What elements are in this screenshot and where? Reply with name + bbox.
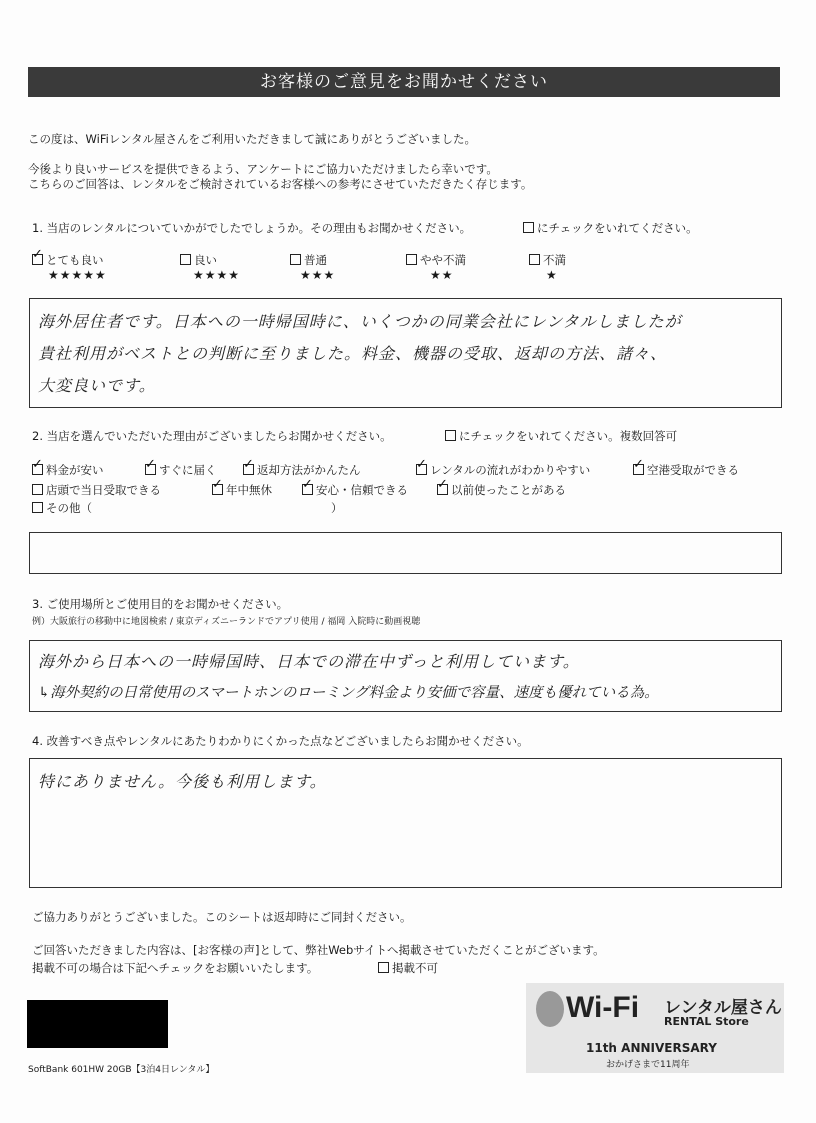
q2-option-used-before[interactable]: ✓ 以前使ったことがある (437, 482, 566, 498)
checkbox-icon[interactable] (406, 254, 417, 265)
q1-instruction: にチェックをいれてください。 (523, 220, 698, 236)
q1-stars-1: ★ (546, 268, 558, 282)
checkbox-checked-icon[interactable] (145, 464, 156, 475)
logo-name-jp: レンタル屋さん (664, 998, 782, 1018)
redacted-block (27, 1000, 168, 1048)
q3-answer-line-2: ↳海外契約の日常使用のスマートホンのローミング料金より安価で容量、速度も優れている為。 (38, 685, 659, 701)
q2-option-cheap[interactable]: ✓料金が安い (32, 462, 104, 478)
q1-answer-box[interactable] (29, 298, 782, 408)
q2-instruction: にチェックをいれてください。複数回答可 (445, 428, 677, 444)
q1-answer-line-2: 貴社利用がベストとの判断に至りました。料金、機器の受取、返却の方法、諸々、 (38, 344, 668, 363)
logo-thanks: おかげさまで11周年 (606, 1060, 690, 1070)
q1-option-normal[interactable]: 普通 (290, 252, 327, 268)
mascot-icon (536, 991, 564, 1027)
q1-stars-5: ★★★★★ (48, 268, 107, 282)
checkbox-icon[interactable] (290, 254, 301, 265)
device-info: SoftBank 601HW 20GB【3泊4日レンタル】 (28, 1065, 215, 1075)
q2-option-easy-return[interactable]: ✓ 返却方法がかんたん (243, 462, 361, 478)
checkbox-checked-icon[interactable] (416, 464, 427, 475)
q2-option-same-day-store[interactable]: 店頭で当日受取できる (32, 482, 161, 498)
logo-name-en: RENTAL Store (664, 1015, 749, 1028)
q2-option-open-all-year[interactable]: ✓ 年中無休 (212, 482, 272, 498)
q3-question: 3. ご使用場所とご使用目的をお聞かせください。 (32, 597, 289, 611)
checkbox-icon[interactable] (32, 502, 43, 513)
checkbox-icon[interactable] (529, 254, 540, 265)
q1-stars-4: ★★★★ (193, 268, 241, 282)
q1-option-good[interactable]: 良い (180, 252, 217, 268)
q2-option-fast-delivery[interactable]: ✓ すぐに届く (145, 462, 217, 478)
checkbox-checked-icon[interactable] (32, 464, 43, 475)
q3-answer-box[interactable] (29, 640, 782, 712)
q2-question: 2. 当店を選んでいただいた理由がございましたらお聞かせください。 (32, 429, 392, 443)
checkbox-icon[interactable] (180, 254, 191, 265)
q1-answer-line-1: 海外居住者です。日本への一時帰国時に、いくつかの同業会社にレンタルしましたが (38, 312, 682, 331)
logo-wifi: Wi-Fi (566, 991, 640, 1024)
checkbox-checked-icon[interactable] (633, 464, 644, 475)
q4-answer-line-1: 特にありません。今後も利用します。 (38, 772, 327, 791)
checkbox-checked-icon[interactable] (243, 464, 254, 475)
q1-option-slightly-dissatisfied[interactable]: やや不満 (406, 252, 466, 268)
footer-notice-2: 掲載不可の場合は下記へチェックをお願いいたします。 (32, 961, 319, 975)
q2-option-other[interactable]: その他（ (32, 500, 92, 516)
q2-option-clear-flow[interactable]: ✓ レンタルの流れがわかりやすい (416, 462, 590, 478)
checkbox-icon[interactable] (32, 484, 43, 495)
footer-thanks: ご協力ありがとうございました。このシートは返却時にご同封ください。 (32, 910, 412, 924)
q2-other-close: ） (331, 501, 343, 515)
intro-line-1: この度は、WiFiレンタル屋さんをご利用いただきまして誠にありがとうございました。 (28, 132, 477, 146)
company-logo (526, 983, 784, 1073)
page-title: お客様のご意見をお聞かせください (28, 67, 780, 97)
q3-answer-line-1: 海外から日本への一時帰国時、日本での滞在中ずっと利用しています。 (38, 652, 580, 671)
checkbox-checked-icon[interactable] (212, 484, 223, 495)
q1-stars-3: ★★★ (300, 268, 336, 282)
intro-line-2: 今後より良いサービスを提供できるよう、アンケートにご協力いただけましたら幸いです。 (28, 162, 498, 176)
q2-option-trustworthy[interactable]: ✓ 安心・信頼できる (302, 482, 408, 498)
checkbox-checked-icon[interactable] (437, 484, 448, 495)
q1-answer-line-3: 大変良いです。 (38, 376, 156, 395)
checkbox-checked-icon[interactable] (302, 484, 313, 495)
q2-option-airport-pickup[interactable]: ✓ 空港受取ができる (633, 462, 739, 478)
q1-stars-2: ★★ (430, 268, 454, 282)
footer-notice-1: ご回答いただきました内容は、[お客様の声]として、弊社Webサイトへ掲載させていただくことがございます。 (32, 943, 605, 957)
q4-question: 4. 改善すべき点やレンタルにあたりわかりにくかった点などございましたらお聞かせください。 (32, 734, 529, 748)
q1-option-dissatisfied[interactable]: 不満 (529, 252, 566, 268)
logo-anniversary: 11th ANNIVERSARY (586, 1041, 717, 1055)
checkbox-checked-icon[interactable] (32, 254, 43, 265)
intro-line-3: こちらのご回答は、レンタルをご検討されているお客様への参考にさせていただきたく存じます。 (28, 177, 533, 191)
q4-answer-box[interactable] (29, 758, 782, 888)
q1-option-very-good[interactable]: ✓とても良い (32, 252, 104, 268)
q2-other-box[interactable] (29, 532, 782, 574)
no-publish-option[interactable]: 掲載不可 (378, 960, 438, 976)
checkbox-icon[interactable] (378, 962, 389, 973)
q3-example: 例）大阪旅行の移動中に地図検索 / 東京ディズニーランドでアプリ使用 / 福岡 入院時に動画視聴 (32, 617, 421, 627)
q1-question: 1. 当店のレンタルについていかがでしたでしょうか。その理由もお聞かせください。 (32, 221, 472, 235)
